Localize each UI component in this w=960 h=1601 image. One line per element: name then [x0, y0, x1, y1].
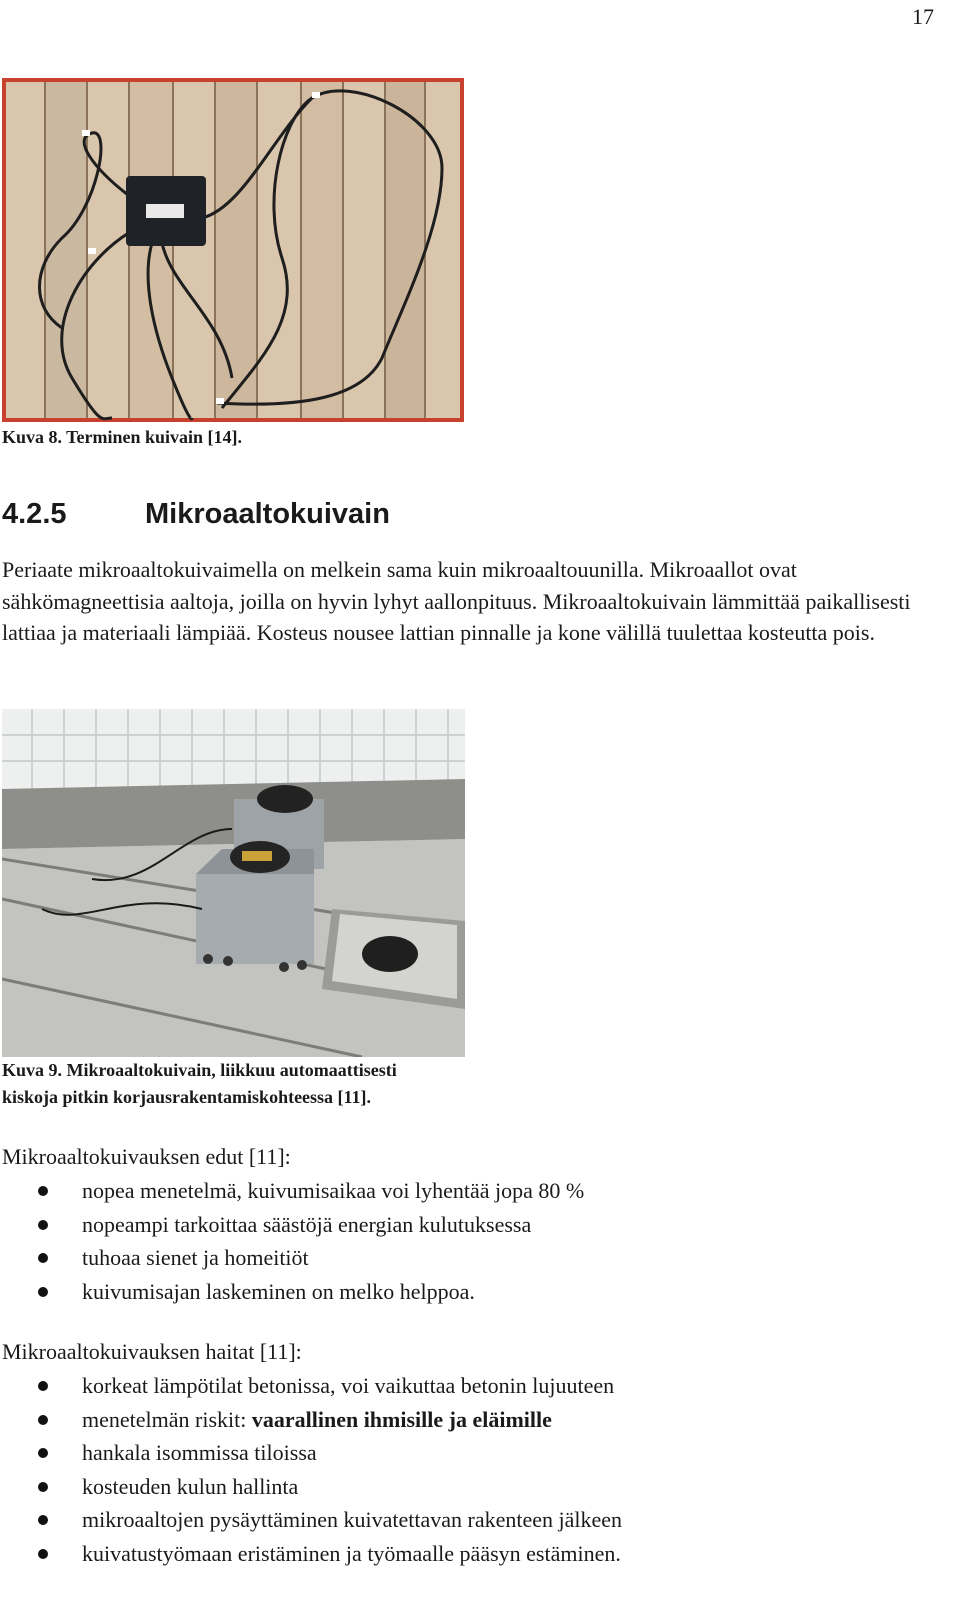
thermal-dryer-image: [2, 78, 464, 422]
bullet-icon: [38, 1381, 48, 1391]
disadvantages-intro: Mikroaaltokuivauksen haitat [11]:: [2, 1339, 302, 1364]
figure-9-caption-line-1: Kuva 9. Mikroaaltokuivain, liikkuu automaattisesti: [2, 1060, 397, 1080]
figure-9-photo: [2, 709, 465, 1057]
bullet-icon: [38, 1549, 48, 1559]
list-item-risks: [0, 1403, 622, 1437]
bullet-icon: [38, 1515, 48, 1525]
bullet-icon: [38, 1287, 48, 1297]
microwave-dryer-image: [2, 709, 465, 1057]
risk-emphasis: vaarallinen ihmisille ja eläimille: [251, 1406, 552, 1432]
bullet-icon: [38, 1482, 48, 1492]
bullet-icon: [38, 1220, 48, 1230]
page-number: 17: [912, 4, 934, 29]
section-title: Mikroaaltokuivain: [145, 498, 390, 530]
list-item: kuivumisajan laskeminen on melko helppoa.: [0, 1275, 584, 1309]
bullet-icon: [38, 1253, 48, 1263]
list-item: kuivatustyömaan eristäminen ja työmaalle pääsyn estäminen.: [0, 1537, 622, 1571]
advantages-list: [0, 1174, 584, 1308]
section-heading: [2, 498, 390, 531]
bullet-icon: [38, 1186, 48, 1196]
list-item: tuhoaa sienet ja homeitiöt: [0, 1241, 584, 1275]
advantages-intro: Mikroaaltokuivauksen edut [11]:: [2, 1144, 291, 1169]
figure-8-photo: [2, 78, 464, 422]
list-item: kosteuden kulun hallinta: [0, 1470, 622, 1504]
disadvantages-list: [0, 1369, 622, 1570]
risk-prefix: menetelmän riskit:: [82, 1406, 252, 1432]
list-item: hankala isommissa tiloissa: [0, 1436, 622, 1470]
list-item: korkeat lämpötilat betonissa, voi vaikuttaa betonin lujuuteen: [0, 1369, 622, 1403]
figure-9-caption-line-2: kiskoja pitkin korjausrakentamiskohteessa [11].: [2, 1087, 372, 1107]
figure-8-caption: Kuva 8. Terminen kuivain [14].: [2, 427, 243, 447]
bullet-icon: [38, 1448, 48, 1458]
bullet-icon: [38, 1415, 48, 1425]
list-item: nopeampi tarkoittaa säästöjä energian kulutuksessa: [0, 1208, 584, 1242]
list-item: mikroaaltojen pysäyttäminen kuivatettavan rakenteen jälkeen: [0, 1503, 622, 1537]
list-item: nopea menetelmä, kuivumisaikaa voi lyhentää jopa 80 %: [0, 1174, 584, 1208]
figure-9-caption: [2, 1057, 397, 1111]
body-paragraph: Periaate mikroaaltokuivaimella on melkein sama kuin mikroaaltouunilla. Mikroaallot ovat sähkömagneettisia aaltoja, joilla on hyvin lyhyt aallonpituus. Mikroaaltokuivain lämmittää paikallisesti lattiaa ja materiaali lämpiää. Kosteus nousee lattian pinnalle ja kone välillä tuulettaa kosteutta pois.: [2, 557, 911, 645]
section-number: 4.2.5: [2, 498, 67, 530]
